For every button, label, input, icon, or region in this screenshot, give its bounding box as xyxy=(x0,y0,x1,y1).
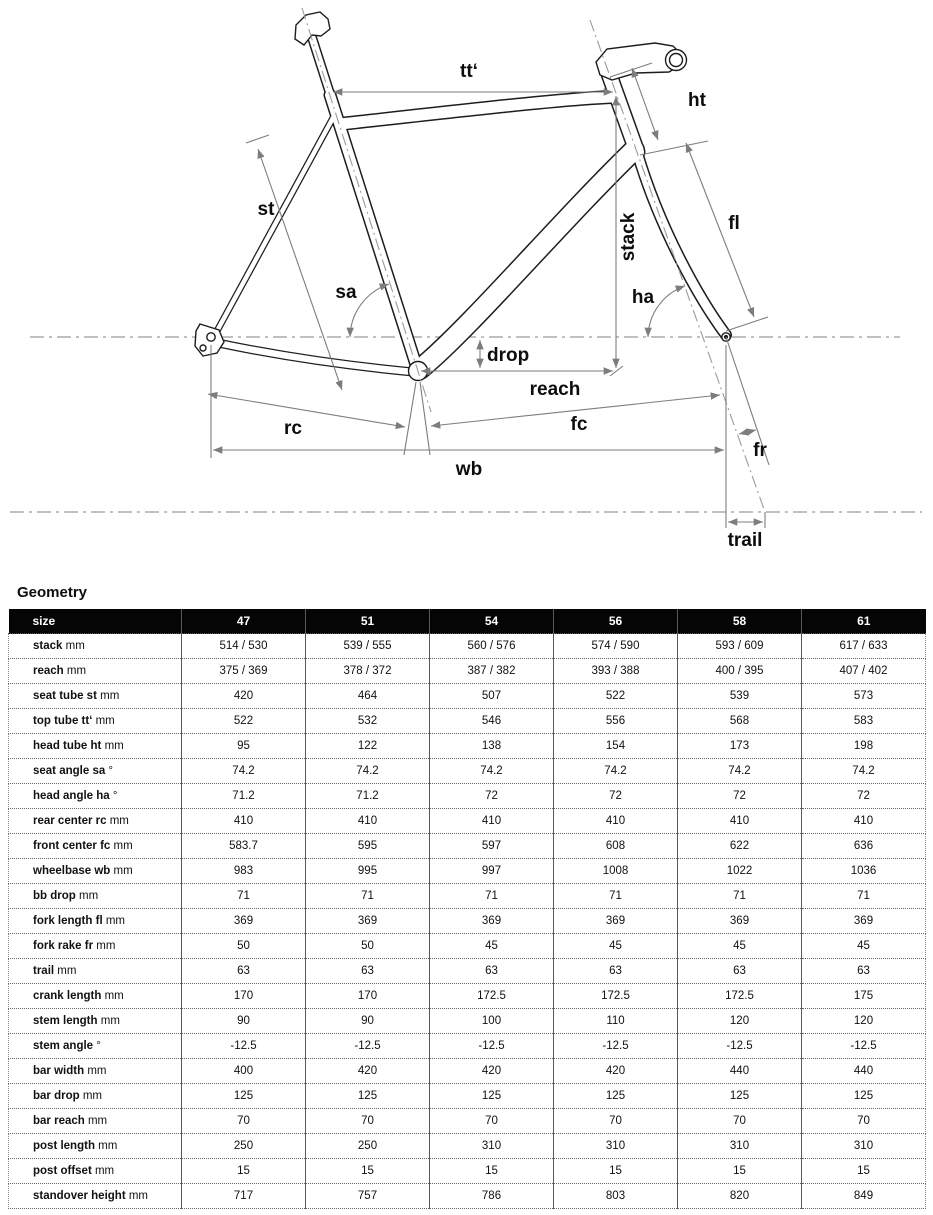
row-label: wheelbase wb mm xyxy=(9,859,182,884)
value-cell: -12.5 xyxy=(802,1034,926,1059)
table-row xyxy=(9,709,926,734)
value-cell: 574 / 590 xyxy=(554,634,678,659)
table-row xyxy=(9,1034,926,1059)
value-cell: 15 xyxy=(182,1159,306,1184)
value-cell: 63 xyxy=(678,959,802,984)
label-head-angle: ha xyxy=(631,287,655,308)
value-cell: 198 xyxy=(802,734,926,759)
value-cell: 375 / 369 xyxy=(182,659,306,684)
label-seat-angle: sa xyxy=(335,282,357,303)
row-label: rear center rc mm xyxy=(9,809,182,834)
value-cell: 410 xyxy=(802,809,926,834)
col-header-size: size xyxy=(9,609,182,634)
value-cell: 369 xyxy=(306,909,430,934)
value-cell: 125 xyxy=(554,1084,678,1109)
value-cell: 560 / 576 xyxy=(430,634,554,659)
value-cell: 45 xyxy=(430,934,554,959)
value-cell: 387 / 382 xyxy=(430,659,554,684)
value-cell: 125 xyxy=(182,1084,306,1109)
value-cell: 410 xyxy=(182,809,306,834)
row-label: stem angle ° xyxy=(9,1034,182,1059)
value-cell: 997 xyxy=(430,859,554,884)
value-cell: 573 xyxy=(802,684,926,709)
table-row xyxy=(9,1134,926,1159)
row-label: bar drop mm xyxy=(9,1084,182,1109)
table-row xyxy=(9,684,926,709)
value-cell: 74.2 xyxy=(678,759,802,784)
row-label: post length mm xyxy=(9,1134,182,1159)
value-cell: 122 xyxy=(306,734,430,759)
value-cell: 593 / 609 xyxy=(678,634,802,659)
rear-dropout-hole xyxy=(200,345,206,351)
value-cell: 15 xyxy=(678,1159,802,1184)
value-cell: 71.2 xyxy=(306,784,430,809)
geometry-table xyxy=(8,609,926,1209)
value-cell: 410 xyxy=(430,809,554,834)
value-cell: 420 xyxy=(182,684,306,709)
value-cell: 95 xyxy=(182,734,306,759)
value-cell: 522 xyxy=(182,709,306,734)
value-cell: 410 xyxy=(554,809,678,834)
value-cell: 393 / 388 xyxy=(554,659,678,684)
value-cell: 608 xyxy=(554,834,678,859)
row-label: stem length mm xyxy=(9,1009,182,1034)
table-row xyxy=(9,809,926,834)
value-cell: 1022 xyxy=(678,859,802,884)
row-label: seat angle sa ° xyxy=(9,759,182,784)
table-row xyxy=(9,959,926,984)
value-cell: 636 xyxy=(802,834,926,859)
value-cell: 410 xyxy=(306,809,430,834)
dim-fork-rake xyxy=(739,430,756,434)
value-cell: 369 xyxy=(678,909,802,934)
value-cell: 125 xyxy=(802,1084,926,1109)
value-cell: 622 xyxy=(678,834,802,859)
value-cell: 539 / 555 xyxy=(306,634,430,659)
value-cell: 556 xyxy=(554,709,678,734)
row-label: front center fc mm xyxy=(9,834,182,859)
value-cell: 74.2 xyxy=(430,759,554,784)
value-cell: 63 xyxy=(182,959,306,984)
value-cell: 15 xyxy=(306,1159,430,1184)
table-row xyxy=(9,1059,926,1084)
dimension-labels xyxy=(258,61,768,551)
value-cell: 50 xyxy=(306,934,430,959)
value-cell: 250 xyxy=(306,1134,430,1159)
label-rear-center: rc xyxy=(284,418,302,439)
value-cell: 74.2 xyxy=(554,759,678,784)
value-cell: 717 xyxy=(182,1184,306,1209)
value-cell: 154 xyxy=(554,734,678,759)
bar-clamp-inner xyxy=(670,54,683,67)
value-cell: 125 xyxy=(678,1084,802,1109)
table-row xyxy=(9,934,926,959)
row-label: fork length fl mm xyxy=(9,909,182,934)
col-header-61: 61 xyxy=(802,609,926,634)
value-cell: 90 xyxy=(306,1009,430,1034)
table-row xyxy=(9,1159,926,1184)
value-cell: 100 xyxy=(430,1009,554,1034)
row-label: bar reach mm xyxy=(9,1109,182,1134)
value-cell: -12.5 xyxy=(182,1034,306,1059)
value-cell: 63 xyxy=(554,959,678,984)
value-cell: 583 xyxy=(802,709,926,734)
rear-axle xyxy=(207,333,215,341)
table-row xyxy=(9,1009,926,1034)
value-cell: 71 xyxy=(554,884,678,909)
value-cell: 45 xyxy=(802,934,926,959)
value-cell: 71 xyxy=(802,884,926,909)
value-cell: 369 xyxy=(430,909,554,934)
value-cell: 70 xyxy=(678,1109,802,1134)
value-cell: 757 xyxy=(306,1184,430,1209)
value-cell: 597 xyxy=(430,834,554,859)
table-row xyxy=(9,659,926,684)
value-cell: 71 xyxy=(306,884,430,909)
value-cell: 310 xyxy=(430,1134,554,1159)
value-cell: -12.5 xyxy=(430,1034,554,1059)
value-cell: 175 xyxy=(802,984,926,1009)
col-header-47: 47 xyxy=(182,609,306,634)
value-cell: 72 xyxy=(802,784,926,809)
value-cell: 63 xyxy=(430,959,554,984)
table-row xyxy=(9,759,926,784)
value-cell: 583.7 xyxy=(182,834,306,859)
geometry-table-body xyxy=(9,634,926,1209)
value-cell: 71 xyxy=(678,884,802,909)
value-cell: 820 xyxy=(678,1184,802,1209)
table-row xyxy=(9,784,926,809)
value-cell: -12.5 xyxy=(554,1034,678,1059)
row-label: stack mm xyxy=(9,634,182,659)
value-cell: 74.2 xyxy=(306,759,430,784)
value-cell: 522 xyxy=(554,684,678,709)
table-row xyxy=(9,984,926,1009)
tick-st-top xyxy=(246,135,269,143)
col-header-51: 51 xyxy=(306,609,430,634)
value-cell: 420 xyxy=(430,1059,554,1084)
label-fork-rake: fr xyxy=(753,440,767,461)
label-front-center: fc xyxy=(570,414,588,435)
row-label: head angle ha ° xyxy=(9,784,182,809)
value-cell: 120 xyxy=(802,1009,926,1034)
table-row xyxy=(9,834,926,859)
value-cell: 539 xyxy=(678,684,802,709)
row-label: standover height mm xyxy=(9,1184,182,1209)
value-cell: 440 xyxy=(678,1059,802,1084)
value-cell: 125 xyxy=(430,1084,554,1109)
frame-geometry-diagram xyxy=(0,0,933,572)
value-cell: -12.5 xyxy=(678,1034,802,1059)
label-trail: trail xyxy=(727,530,763,551)
value-cell: 63 xyxy=(306,959,430,984)
value-cell: 70 xyxy=(802,1109,926,1134)
col-header-58: 58 xyxy=(678,609,802,634)
value-cell: 514 / 530 xyxy=(182,634,306,659)
value-cell: 310 xyxy=(678,1134,802,1159)
value-cell: 15 xyxy=(430,1159,554,1184)
value-cell: 420 xyxy=(306,1059,430,1084)
label-reach: reach xyxy=(529,379,581,400)
value-cell: 138 xyxy=(430,734,554,759)
tick-fork-end xyxy=(726,317,768,331)
page-title: Geometry xyxy=(17,584,88,601)
value-cell: 378 / 372 xyxy=(306,659,430,684)
value-cell: 983 xyxy=(182,859,306,884)
value-cell: 74.2 xyxy=(802,759,926,784)
value-cell: 420 xyxy=(554,1059,678,1084)
label-stack: stack xyxy=(618,212,639,262)
value-cell: 172.5 xyxy=(430,984,554,1009)
col-header-54: 54 xyxy=(430,609,554,634)
value-cell: 70 xyxy=(306,1109,430,1134)
row-label: crank length mm xyxy=(9,984,182,1009)
row-label: fork rake fr mm xyxy=(9,934,182,959)
value-cell: 250 xyxy=(182,1134,306,1159)
ext-bb-left xyxy=(404,382,416,455)
value-cell: 70 xyxy=(430,1109,554,1134)
label-fork-length: fl xyxy=(728,213,740,234)
size-header-row xyxy=(9,609,926,634)
row-label: bb drop mm xyxy=(9,884,182,909)
value-cell: 110 xyxy=(554,1009,678,1034)
table-row xyxy=(9,1084,926,1109)
row-label: reach mm xyxy=(9,659,182,684)
value-cell: 507 xyxy=(430,684,554,709)
value-cell: 172.5 xyxy=(678,984,802,1009)
value-cell: 70 xyxy=(554,1109,678,1134)
value-cell: 1008 xyxy=(554,859,678,884)
value-cell: 120 xyxy=(678,1009,802,1034)
value-cell: 63 xyxy=(802,959,926,984)
value-cell: 995 xyxy=(306,859,430,884)
value-cell: 71 xyxy=(430,884,554,909)
value-cell: 71 xyxy=(182,884,306,909)
value-cell: 50 xyxy=(182,934,306,959)
value-cell: 849 xyxy=(802,1184,926,1209)
table-row xyxy=(9,1109,926,1134)
label-seat-tube: st xyxy=(257,199,275,220)
value-cell: 72 xyxy=(430,784,554,809)
value-cell: 803 xyxy=(554,1184,678,1209)
table-row xyxy=(9,634,926,659)
value-cell: 369 xyxy=(182,909,306,934)
value-cell: 532 xyxy=(306,709,430,734)
value-cell: -12.5 xyxy=(306,1034,430,1059)
table-row xyxy=(9,884,926,909)
table-row xyxy=(9,909,926,934)
value-cell: 400 xyxy=(182,1059,306,1084)
value-cell: 464 xyxy=(306,684,430,709)
value-cell: 45 xyxy=(678,934,802,959)
row-label: seat tube st mm xyxy=(9,684,182,709)
value-cell: 15 xyxy=(554,1159,678,1184)
value-cell: 1036 xyxy=(802,859,926,884)
value-cell: 595 xyxy=(306,834,430,859)
col-header-56: 56 xyxy=(554,609,678,634)
value-cell: 170 xyxy=(306,984,430,1009)
value-cell: 440 xyxy=(802,1059,926,1084)
tick-head-bottom xyxy=(640,141,708,155)
value-cell: 45 xyxy=(554,934,678,959)
value-cell: 90 xyxy=(182,1009,306,1034)
value-cell: 125 xyxy=(306,1084,430,1109)
value-cell: 568 xyxy=(678,709,802,734)
axle-and-ground-lines xyxy=(10,337,922,512)
table-row xyxy=(9,1184,926,1209)
row-label: trail mm xyxy=(9,959,182,984)
row-label: bar width mm xyxy=(9,1059,182,1084)
row-label: post offset mm xyxy=(9,1159,182,1184)
value-cell: 546 xyxy=(430,709,554,734)
value-cell: 15 xyxy=(802,1159,926,1184)
value-cell: 172.5 xyxy=(554,984,678,1009)
label-drop: drop xyxy=(487,345,530,366)
value-cell: 72 xyxy=(678,784,802,809)
value-cell: 72 xyxy=(554,784,678,809)
value-cell: 310 xyxy=(802,1134,926,1159)
value-cell: 369 xyxy=(802,909,926,934)
value-cell: 369 xyxy=(554,909,678,934)
dim-rear-center xyxy=(208,394,405,427)
value-cell: 71.2 xyxy=(182,784,306,809)
table-row xyxy=(9,859,926,884)
value-cell: 170 xyxy=(182,984,306,1009)
value-cell: 786 xyxy=(430,1184,554,1209)
value-cell: 617 / 633 xyxy=(802,634,926,659)
value-cell: 400 / 395 xyxy=(678,659,802,684)
label-top-tube: tt‘ xyxy=(460,61,478,82)
bike-frame-svg xyxy=(0,0,933,572)
row-label: top tube tt‘ mm xyxy=(9,709,182,734)
table-row xyxy=(9,734,926,759)
row-label: head tube ht mm xyxy=(9,734,182,759)
value-cell: 310 xyxy=(554,1134,678,1159)
label-wheelbase: wb xyxy=(455,459,483,480)
value-cell: 74.2 xyxy=(182,759,306,784)
value-cell: 173 xyxy=(678,734,802,759)
value-cell: 70 xyxy=(182,1109,306,1134)
value-cell: 407 / 402 xyxy=(802,659,926,684)
value-cell: 410 xyxy=(678,809,802,834)
label-head-tube: ht xyxy=(688,90,706,111)
